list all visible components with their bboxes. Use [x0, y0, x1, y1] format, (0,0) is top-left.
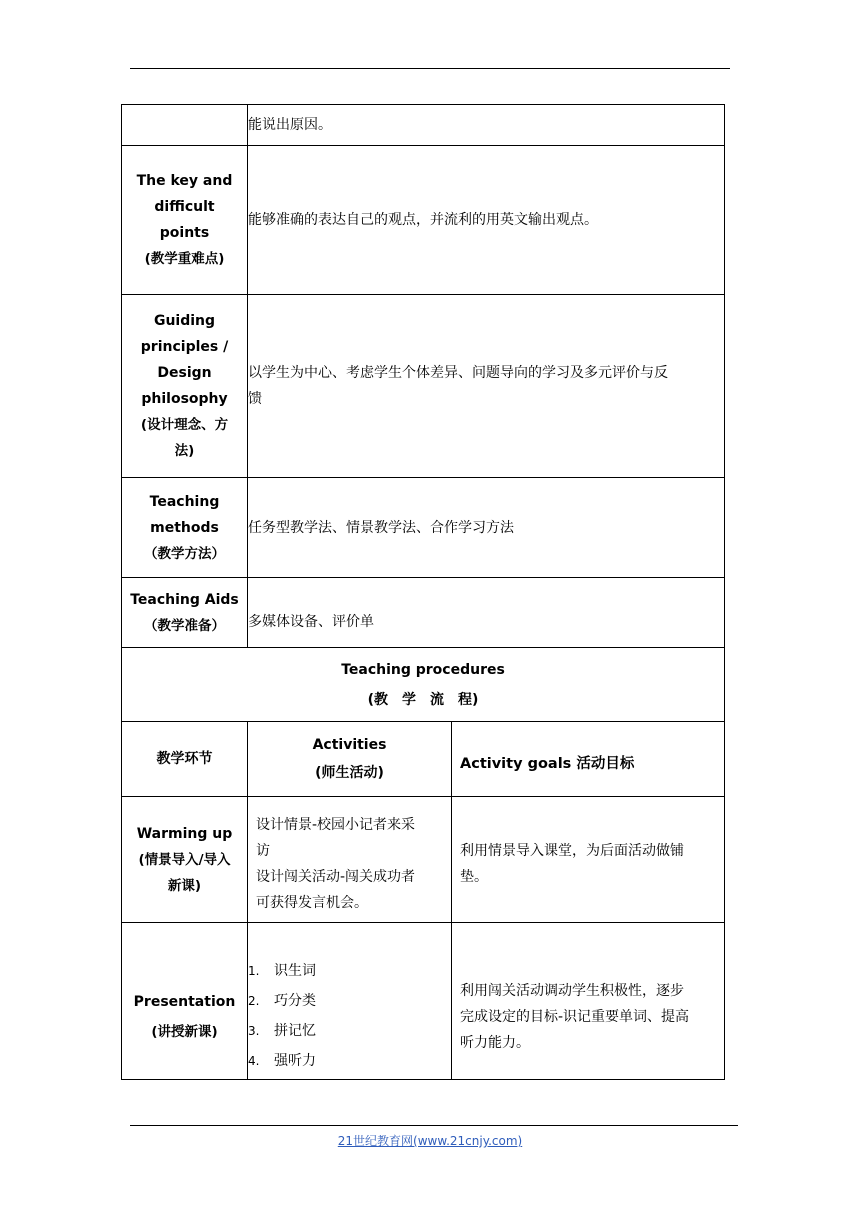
footer [0, 1132, 860, 1149]
teaching-aids-label: Teaching Aids （教学准备） [122, 578, 248, 648]
header-goals: Activity goals 活动目标 [452, 722, 725, 797]
key-points-label: The key and difficult points (教学重难点) [122, 146, 248, 295]
teaching-methods-label: Teaching methods （教学方法） [122, 478, 248, 578]
key-points-text: 能够准确的表达自己的观点，并流利的用英文输出观点。 [248, 146, 725, 295]
teaching-aids-text: 多媒体设备、评价单 [248, 578, 725, 648]
header-stage: 教学环节 [122, 722, 248, 797]
warming-up-goals: 利用情景导入课堂，为后面活动做铺 垫。 [452, 797, 725, 923]
presentation-steps-list [248, 956, 451, 1076]
row-key-points [122, 146, 725, 295]
continuation-text: 能说出原因。 [248, 105, 725, 146]
row-procedure-header [122, 722, 725, 797]
row-warming-up [122, 797, 725, 923]
header-rule [130, 68, 730, 69]
row-guiding-principles [122, 295, 725, 478]
presentation-goals: 利用闯关活动调动学生积极性，逐步 完成设定的目标-识记重要单词、提高 听力能力。 [452, 923, 725, 1080]
teaching-methods-text: 任务型教学法、情景教学法、合作学习方法 [248, 478, 725, 578]
guiding-principles-text: 以学生为中心、考虑学生个体差异、问题导向的学习及多元评价与反 馈 [248, 295, 725, 478]
row-continuation [122, 105, 725, 146]
guiding-principles-label: Guiding principles / Design philosophy (设计理念、方 法) [122, 295, 248, 478]
list-item: 1. 识生词 [248, 963, 316, 979]
header-activities: Activities (师生活动) [248, 722, 452, 797]
list-item: 4. 强听力 [248, 1053, 316, 1069]
footer-rule [130, 1125, 738, 1126]
presentation-activities [248, 923, 452, 1080]
footer-link[interactable]: 21世纪教育网(www.21cnjy.com) [337, 1134, 523, 1148]
row-teaching-aids [122, 578, 725, 648]
lesson-plan-table [121, 104, 725, 1080]
warming-up-label: Warming up (情景导入/导入 新课) [122, 797, 248, 923]
warming-up-activities: 设计情景-校园小记者来采 访 设计闯关活动-闯关成功者 可获得发言机会。 [248, 797, 452, 923]
list-item: 2. 巧分类 [248, 993, 316, 1009]
row-teaching-procedures [122, 648, 725, 722]
empty-label-cell [122, 105, 248, 146]
list-item: 3. 拼记忆 [248, 1023, 316, 1039]
row-teaching-methods [122, 478, 725, 578]
teaching-procedures-title: Teaching procedures (教 学 流 程) [122, 648, 725, 722]
presentation-label: Presentation (讲授新课) [122, 923, 248, 1080]
row-presentation [122, 923, 725, 1080]
